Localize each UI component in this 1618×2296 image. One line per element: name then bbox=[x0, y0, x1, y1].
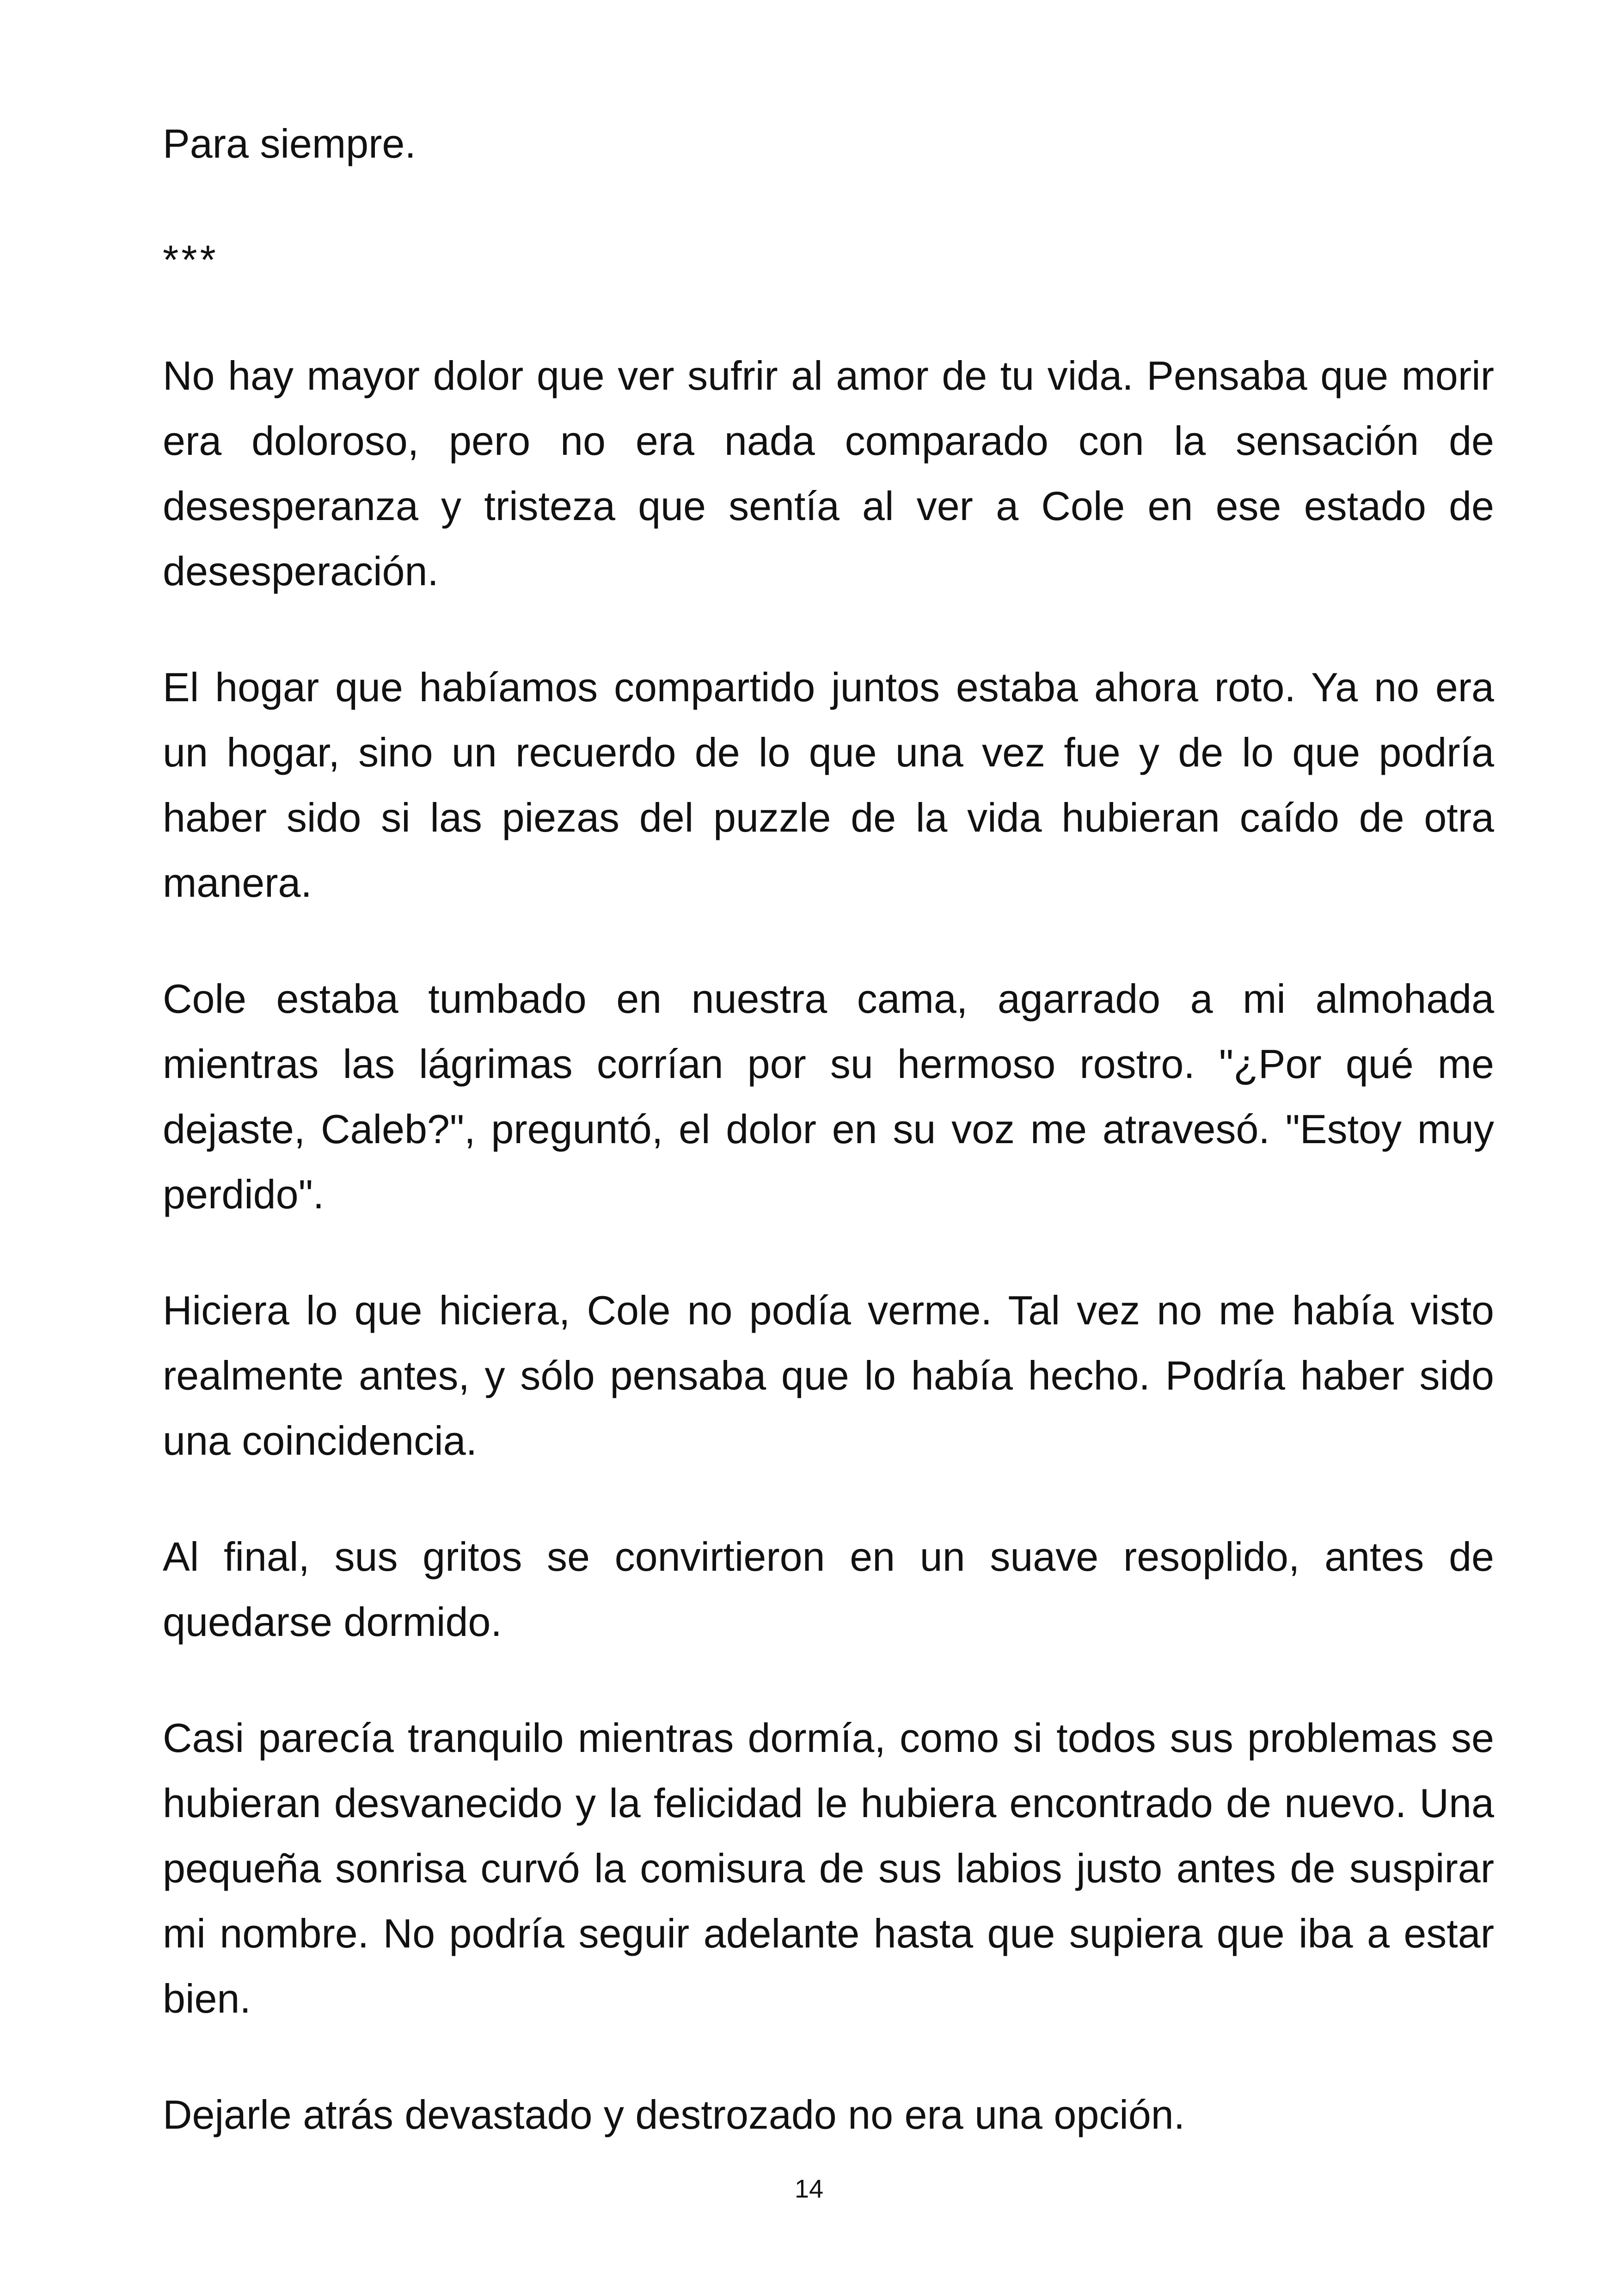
paragraph-5: Al final, sus gritos se convirtieron en un suave resoplido, antes de quedarse dormido. bbox=[163, 1534, 1494, 1645]
paragraph-3: Cole estaba tumbado en nuestra cama, agarrado a mi almohada mientras las lágrimas corrían por su hermoso rostro. "¿Por qué me dejaste, Caleb?", preguntó, el dolor en su voz me atravesó. "Estoy muy perdido". bbox=[163, 976, 1494, 1217]
paragraph-2: El hogar que habíamos compartido juntos estaba ahora roto. Ya no era un hogar, sino un recuerdo de lo que una vez fue y de lo que podría haber sido si las piezas del puzzle de la vida hubieran caído de otra manera. bbox=[163, 664, 1494, 906]
page-number: 14 bbox=[794, 2174, 824, 2203]
paragraph-6: Casi parecía tranquilo mientras dormía, como si todos sus problemas se hubieran desvanecido y la felicidad le hubiera encontrado de nuevo. Una pequeña sonrisa curvó la comisura de sus labios justo antes de suspirar mi nombre. No podría seguir adelante hasta que supiera que iba a estar bien. bbox=[163, 1715, 1494, 2021]
paragraph-7: Dejarle atrás devastado y destrozado no era una opción. bbox=[163, 2092, 1185, 2137]
scene-separator: *** bbox=[163, 237, 219, 282]
opening-line: Para siempre. bbox=[163, 121, 416, 166]
paragraph-4: Hiciera lo que hiciera, Cole no podía verme. Tal vez no me había visto realmente antes, y sólo pensaba que lo había hecho. Podría haber sido una coincidencia. bbox=[163, 1287, 1494, 1463]
paragraph-1: No hay mayor dolor que ver sufrir al amor de tu vida. Pensaba que morir era doloroso, pero no era nada comparado con la sensación de desesperanza y tristeza que sentía al ver a Cole en ese estado de desesperación. bbox=[163, 353, 1494, 594]
body-text bbox=[163, 111, 1494, 2198]
